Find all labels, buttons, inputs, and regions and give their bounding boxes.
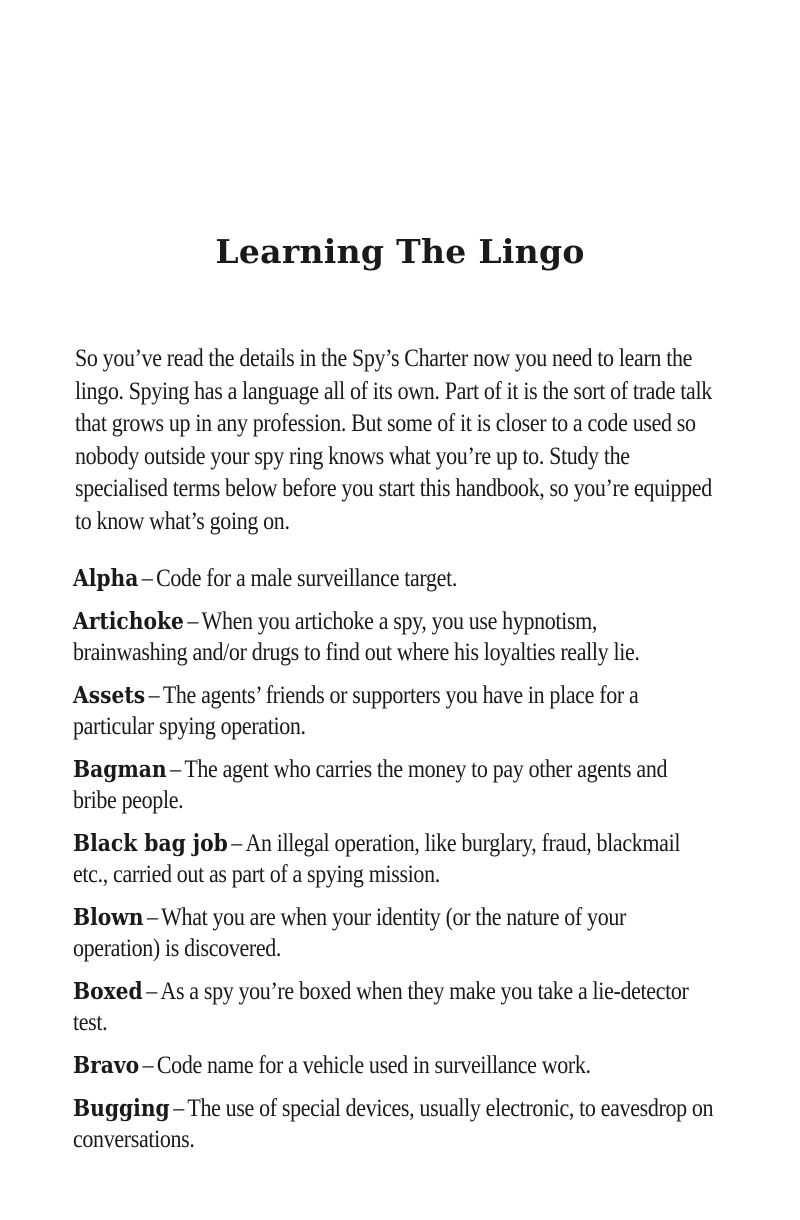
glossary-term: Artichoke [73, 608, 184, 635]
separator-dash: – [170, 756, 181, 783]
separator-dash: – [148, 682, 160, 709]
glossary-entry [73, 563, 715, 594]
separator-dash: – [173, 1095, 184, 1122]
glossary-definition: The agent who carries the money to pay other agents and bribe people. [73, 756, 668, 814]
glossary-entry [73, 606, 715, 668]
glossary-definition: The agents’ friends or supporters you have in place for a particular spying operation. [73, 682, 639, 740]
glossary-entry [73, 680, 715, 742]
separator-dash: – [146, 904, 158, 931]
glossary-definition: What you are when your identity (or the nature of your operation) is discovered. [73, 904, 626, 962]
separator-dash: – [146, 978, 157, 1005]
glossary-term: Black bag job [73, 830, 228, 857]
glossary-term: Assets [73, 682, 146, 709]
glossary-term: Alpha [73, 565, 139, 592]
separator-dash: – [142, 1052, 154, 1079]
separator-dash: – [141, 565, 153, 592]
glossary-term: Bugging [73, 1095, 170, 1122]
glossary-entry [73, 976, 715, 1038]
glossary-definition: As a spy you’re boxed when they make you take a lie-detector test. [73, 978, 689, 1036]
glossary-term: Boxed [73, 978, 143, 1005]
glossary-list [73, 563, 715, 1167]
glossary-definition: The use of special devices, usually electronic, to eavesdrop on conversations. [73, 1095, 714, 1153]
glossary-entry [73, 754, 715, 816]
glossary-term: Bravo [73, 1052, 140, 1079]
intro-paragraph: So you’ve read the details in the Spy’s Charter now you need to learn the lingo. Spying has a language all of its own. Part of it is the sort of trade talk that grows up in any profession. But some of it is closer to a code used so nobody outside your spy ring knows what you’re up to. Study the specialised terms below before you start this handbook, so you’re equipped to know what’s going on. [75, 345, 712, 535]
glossary-entry [73, 902, 715, 964]
glossary-definition: Code name for a vehicle used in surveillance work. [156, 1052, 591, 1079]
glossary-definition: When you artichoke a spy, you use hypnotism, brainwashing and/or drugs to find out where his loyalties really lie. [73, 608, 640, 666]
glossary-entry [73, 828, 715, 890]
glossary-term: Bagman [73, 756, 167, 783]
glossary-term: Blown [73, 904, 144, 931]
separator-dash: – [187, 608, 199, 635]
glossary-entry [73, 1093, 715, 1155]
glossary-definition: Code for a male surveillance target. [156, 565, 457, 592]
separator-dash: – [231, 830, 242, 857]
glossary-entry [73, 1050, 715, 1081]
glossary-definition: An illegal operation, like burglary, fraud, blackmail etc., carried out as part of a spying mission. [73, 830, 681, 888]
page-title: Learning The Lingo [215, 232, 585, 271]
